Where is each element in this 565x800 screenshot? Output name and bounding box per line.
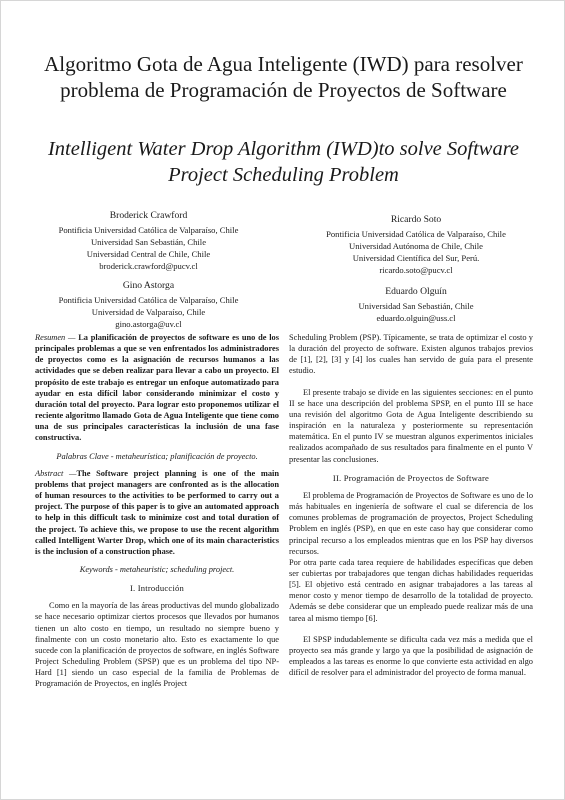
left-column [35,332,279,690]
author-affiliation: Pontificia Universidad Católica de Valparaíso, Chile [58,225,239,235]
author-affiliation: Universidad Autónoma de Chile, Chile [349,241,483,251]
author-affiliation: Universidad San Sebastián, Chile [358,301,474,311]
keywords: Keywords - metaheuristic; scheduling project. [79,564,235,574]
palabras-clave: Palabras Clave - metaheurística; planificación de proyecto. [56,451,258,461]
author-email: eduardo.olguin@uss.cl [376,313,456,323]
section-heading-introduccion: I. Introducción [129,583,185,594]
author-affiliation: Universidad Central de Chile, Chile [86,249,211,259]
author-block-astorga [21,280,276,330]
abstract-label: Abstract — [35,468,77,478]
author-affiliation: Pontificia Universidad Católica de Valparaíso, Chile [326,229,506,239]
author-affiliation: Universidad Científica del Sur, Perú. [352,253,480,263]
author-block-olguin [286,286,546,324]
abstract-text: The Software project planning is one of the main problems that project managers are confronted as is the allocation of human resources to the activities to be performed to carry out a project. The purpose of this paper is to give an automated approach to help in this difficult task to minimize cost and total duration of the project. To achieve this, we propose to use the recent algorithm called Intelligent Warter Drop, which one of its main characteristics is the inclusion of a construction phase. [35,468,279,556]
resumen-label: Resumen — [35,333,76,342]
body-paragraph: El presente trabajo se divide en las siguientes secciones: en el punto II se hace una descripción del problema SPSP, en el punto III se hace una revisión del algoritmo Gota de Agua Inteligente describiendo su inspiración en la naturaleza y posteriormente su representación matemática. En el punto IV se muestran algunos experimentos iniciales realizados acompañado de sus resultados para finalmente en el punto V presentar las conclusiones. [289,387,533,464]
section-heading-programacion: II. Programación de Proyectos de Software [332,472,490,483]
resumen-text: La planificación de proyectos de software es uno de los principales problemas a que se ven enfrentados los administradores de proyectos como es la asignación de recursos humanos a las actividades que se deben realizar para llevar a cabo un proyecto. El propósito de este trabajo es entregar un enfoque automatizado para ayudar en esta difícil labor considerando minimizar el costo y duración total del proyecto. Para lograr esto proponemos utilizar el reciente algoritmo llamado Gota de Agua Inteligente que tiene como una de sus principales características la inclusión de una fase constructiva. [35,333,279,443]
abstract-paragraph [35,468,279,557]
author-name: Ricardo Soto [390,214,442,225]
author-name: Eduardo Olguín [385,286,447,297]
resumen-paragraph [35,332,279,444]
author-affiliation: Universidad de Valparaíso, Chile [91,307,206,317]
title-spanish: Algoritmo Gota de Agua Inteligente (IWD) para resolver problema de Programación de Proyectos de Software [44,52,523,102]
author-block-soto [286,214,546,276]
body-paragraph: Por otra parte cada tarea requiere de habilidades específicas que deben ser cubiertas por trabajadores que tengan dichas habilidades requeridas [5]. El objetivo está centrado en asignar trabajadores a las tareas al menor costo y menor tiempo de desarrollo de la totalidad de proyecto. Además se debe considerar que un empleado puede realizar más de una tarea al mismo tiempo [6]. [289,557,533,623]
title-english: Intelligent Water Drop Algorithm (IWD)to solve Software Project Scheduling Problem [47,138,520,186]
right-column [289,332,533,678]
body-paragraph: El problema de Programación de Proyectos de Software es uno de lo más habituales en ingeniería de software el cual se diferencia de los comunes problemas de programación de proyectos, Project Scheduling Problem en inglés (PSP), en que en este caso hay que considerar como principal recurso a los empleados mientras que en los PSP hay diversos recursos. [289,490,534,556]
author-affiliation: Universidad San Sebastián, Chile [90,237,207,247]
body-paragraph: El SPSP indudablemente se dificulta cada vez más a medida que el proyecto sea más grande y largo ya que la posibilidad de asignación de empleados a las tareas es enorme lo que convierte esta actividad en algo difícil de resolver para el administrador del proyecto de forma manual. [289,634,533,678]
author-block-crawford [21,210,276,272]
intro-paragraph: Como en la mayoría de las áreas productivas del mundo globalizado se hace necesario optimizar ciertos procesos que llevados por humanos tienen un alto costo en tiempo, un resultado no siempre bueno y finalmente con un costo monetario alto. Esto es exactamente lo que sucede con la planificación de proyectos de software, en inglés Software Project Scheduling Problem (SPSP) que es un problema del tipo NP-Hard [1] siendo un caso especial de la familia de Problemas de Programación de Proyectos, en inglés Project [35,601,279,689]
body-paragraph: Scheduling Problem (PSP). Típicamente, se trata de optimizar el costo y la duración del proyecto de software. Existen algunos trabajos previos de [1], [2], [3] y [4] los cuales han servido de guía para el presente estudio. [289,333,533,376]
author-email: ricardo.soto@pucv.cl [379,265,453,275]
author-email: broderick.crawford@pucv.cl [99,261,198,271]
author-affiliation: Pontificia Universidad Católica de Valparaíso, Chile [58,295,239,305]
author-name: Broderick Crawford [109,210,188,221]
author-email: gino.astorga@uv.cl [115,319,182,329]
author-name: Gino Astorga [122,280,175,291]
